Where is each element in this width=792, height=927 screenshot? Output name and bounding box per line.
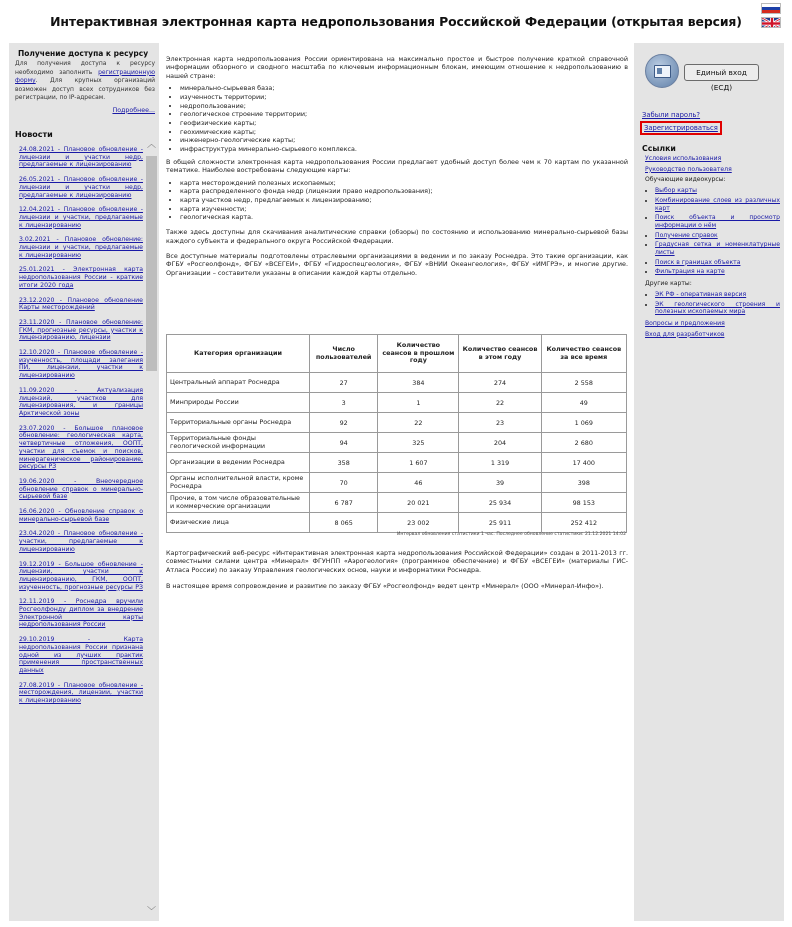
table-row — [167, 393, 627, 413]
links-title: Ссылки — [642, 144, 676, 153]
video-course-link[interactable]: Получение справок — [655, 231, 718, 239]
forgot-password-link[interactable]: Забыли пароль? — [642, 111, 701, 119]
table-row — [167, 513, 627, 533]
table-cell-value: 92 — [310, 413, 378, 433]
table-cell-value: 98 153 — [541, 493, 626, 513]
stats-table — [166, 334, 627, 533]
table-row — [167, 493, 627, 513]
other-map-item — [655, 291, 780, 299]
flag-uk-icon[interactable] — [761, 17, 781, 28]
table-row — [167, 373, 627, 393]
map-list-item: • карта месторождений полезных ископаемых; — [180, 179, 628, 188]
table-cell-category: Прочие, в том числе образовательные и коммерческие организации — [167, 493, 310, 513]
access-title: Получение доступа к ресурсу — [18, 49, 149, 58]
table-cell-value: 2 558 — [541, 373, 626, 393]
main-content — [166, 55, 628, 277]
table-cell-category: Территориальные фонды геологической информации — [167, 433, 310, 453]
video-course-link[interactable]: Градусная сетка и номенклатурные листы — [655, 241, 780, 257]
news-title: Новости — [15, 130, 53, 139]
other-map-link[interactable]: ЭК геологического строения и полезных ископаемых мира — [655, 300, 780, 316]
table-cell-value: 1 319 — [459, 453, 541, 473]
table-cell-value: 358 — [310, 453, 378, 473]
login-esd-button[interactable]: Единый вход (ЕСД) — [684, 64, 759, 81]
table-cell-value: 398 — [541, 473, 626, 493]
maps-intro-text: В общей сложности электронная карта недропользования России предлагает удобный доступ более чем к 70 картам по указанной тематике. Наиболее востребованы следующие карты: — [166, 157, 628, 175]
table-header: Количество сеансов в прошлом году — [378, 335, 459, 373]
right-sidebar — [634, 43, 784, 921]
table-header: Категория организации — [167, 335, 310, 373]
other-maps-list — [655, 291, 780, 316]
guide-link[interactable]: Руководство пользователя — [645, 165, 732, 173]
table-cell-value: 22 — [378, 413, 459, 433]
table-cell-value: 27 — [310, 373, 378, 393]
table-row — [167, 413, 627, 433]
flag-ru-icon[interactable] — [761, 3, 781, 14]
video-course-link[interactable]: Комбинирование слоев из различных карт — [655, 196, 780, 212]
gosuslugi-icon — [645, 54, 679, 88]
table-cell-value: 70 — [310, 473, 378, 493]
maps-list — [180, 179, 628, 223]
map-list-item: • карта изученности; — [180, 205, 628, 214]
table-cell-value: 49 — [541, 393, 626, 413]
video-course-item — [655, 259, 780, 267]
credits-text: Картографический веб-ресурс «Интерактивная электронная карта недропользования Российской Федерации» создан в 2011-2013 гг. совместными силами центра «Минерал» ФГУНПП «Аэрогеология» (программное обеспечение) и ФГБУ «ВСЕГЕИ» (материалы ГИС-Атласа России) по заказу Управления геологических основ, науки и информатики Роснедра. — [166, 549, 628, 574]
video-courses-title: Обучающие видеокурсы: — [645, 176, 726, 184]
access-box — [15, 49, 155, 114]
news-item[interactable]: 16.06.2020 - Обновление справок о минерально-сырьевой базе — [19, 508, 143, 523]
footer-text — [166, 549, 628, 599]
table-row — [167, 453, 627, 473]
more-link[interactable]: Подробнее... — [112, 106, 155, 114]
table-header: Количество сеансов за все время — [541, 335, 626, 373]
news-item[interactable]: 25.01.2021 - Электронная карта недропользования России - краткие итоги 2020 года — [19, 266, 143, 289]
table-cell-value: 274 — [459, 373, 541, 393]
video-course-link[interactable]: Поиск в границах объекта — [655, 258, 741, 266]
table-cell-value: 384 — [378, 373, 459, 393]
map-list-item: • геологическая карта. — [180, 213, 628, 222]
other-map-link[interactable]: ЭК РФ - оперативная версия — [655, 290, 747, 298]
news-item[interactable]: 27.08.2019 - Плановое обновление - месторождения, лицензии, участки к лицензированию — [19, 681, 143, 705]
table-cell-value: 94 — [310, 433, 378, 453]
news-item[interactable]: 12.04.2021 - Плановое обновление - лицензии и участки, предлагаемые к лицензированию — [19, 206, 143, 229]
video-course-item — [655, 214, 780, 229]
table-cell-value: 252 412 — [541, 513, 626, 533]
news-item[interactable]: 23.12.2020 - Плановое обновление Карты месторождений — [19, 296, 143, 312]
news-scrollbar[interactable] — [144, 140, 157, 916]
news-item[interactable]: 26.05.2021 - Плановое обновление - лицензии и участки недр, предлагаемые к лицензированию — [19, 176, 143, 199]
intro-text: Электронная карта недропользования России ориентирована на максимально простое и быстрое получение краткой справочной информации обзорного и сводного масштаба по ключевым информационным блокам, имеющим отношение к недропользованию в нашей стране: — [166, 55, 628, 80]
block-list-item: • геофизические карты; — [180, 119, 628, 128]
news-item[interactable]: 29.10.2019 - Карта недропользования России признана одной из лучших практик применения пространственных данных — [19, 636, 143, 674]
faq-link[interactable]: Вопросы и предложения — [645, 319, 725, 327]
block-list-item: • геохимические карты; — [180, 128, 628, 137]
block-list-item: • изученность территории; — [180, 93, 628, 102]
video-course-link[interactable]: Поиск объекта и просмотр информации о нём — [655, 214, 780, 229]
developers-link[interactable]: Вход для разработчиков — [645, 330, 725, 338]
video-courses-list — [655, 187, 780, 276]
terms-link[interactable]: Условия использования — [645, 155, 722, 162]
video-course-link[interactable]: Выбор карты — [655, 187, 697, 195]
table-cell-value: 39 — [459, 473, 541, 493]
news-item[interactable]: 23.04.2020 - Плановое обновление - участки, предлагаемые к лицензированию — [19, 530, 143, 553]
scroll-down-icon[interactable]: ﹀ — [146, 907, 156, 917]
news-item[interactable]: 12.11.2019 - Роснедра вручили Росгеолфонду диплом за внедрение Электронной карты недропользования России — [19, 598, 143, 629]
table-cell-value: 23 002 — [378, 513, 459, 533]
table-header: Количество сеансов в этом году — [459, 335, 541, 373]
news-item[interactable]: 11.09.2020 - Актуализация лицензий, участков для лицензирования, и границы Арктической зоны — [19, 386, 143, 417]
scroll-up-icon[interactable]: ︿ — [146, 140, 156, 150]
table-cell-value: 204 — [459, 433, 541, 453]
left-sidebar — [9, 43, 159, 921]
links-block — [645, 155, 780, 341]
block-list-item: • инфраструктура минерально-сырьевого комплекса. — [180, 145, 628, 154]
table-cell-value: 1 069 — [541, 413, 626, 433]
block-list-item: • минерально-сырьевая база; — [180, 84, 628, 93]
news-item[interactable]: 19.06.2020 - Внеочередное обновление справок о минерально-сырьевой базе — [19, 477, 143, 501]
news-item[interactable]: 12.10.2020 - Плановое обновление - изученность, площади залегания ПИ, лицензии, участки к лицензированию — [19, 349, 143, 380]
news-item[interactable]: 24.08.2021 - Плановое обновление - лицензии и участки недр, предлагаемые к лицензированию — [19, 146, 143, 169]
table-cell-value: 25 934 — [459, 493, 541, 513]
table-cell-value: 23 — [459, 413, 541, 433]
block-list-item: • недропользование; — [180, 102, 628, 111]
news-item[interactable]: 3.02.2021 - Плановое обновление: лицензии и участки, предлагаемые к лицензированию — [19, 236, 143, 259]
table-cell-value: 17 400 — [541, 453, 626, 473]
materials-text: Все доступные материалы подготовлены отраслевыми организациями в ведении и по заказу Роснедра. Это такие организации, как ФГБУ «Росгеолфонд», ФГБУ «ВСЕГЕИ», ФГБУ «Гидроспецгеология», ФГБУ «ВНИИ Океангеология», ФГБУ «ИМГРЭ», и многие другие. Организации – составители указаны в описании каждой карты отдельно. — [166, 251, 628, 277]
page-title: Интерактивная электронная карта недропользования Российской Федерации (открытая версия) — [50, 14, 742, 29]
table-cell-category: Физические лица — [167, 513, 310, 533]
table-header: Число пользователей — [310, 335, 378, 373]
block-list-item: • геологическое строение территории; — [180, 110, 628, 119]
table-cell-value: 2 680 — [541, 433, 626, 453]
block-list-item: • инженерно-геологические карты; — [180, 136, 628, 145]
table-cell-category: Минприроды России — [167, 393, 310, 413]
map-list-item: • карта распределенного фонда недр (лицензии право недропользования); — [180, 187, 628, 196]
registration-form-link[interactable]: регистрационную форму — [15, 68, 155, 84]
table-cell-value: 46 — [378, 473, 459, 493]
reports-text: Также здесь доступны для скачивания аналитические справки (обзоры) по состоянию и использованию минерально-сырьевой базы каждого субъекта и федерального округа Российской Федерации. — [166, 228, 628, 245]
other-map-item — [655, 301, 780, 316]
support-text: В настоящее время сопровождение и развитие по заказу ФГБУ «Росгеолфонд» ведет центр «Минерал» (ООО «Минерал-Инфо»). — [166, 582, 604, 591]
table-cell-category: Организации в ведении Роснедра — [167, 453, 310, 473]
table-cell-value: 1 — [378, 393, 459, 413]
table-cell-value: 1 607 — [378, 453, 459, 473]
news-item[interactable]: 23.07.2020 - Большое плановое обновление: геологическая карта, четвертичные отложения, ООПТ, участки для съемок и поисков, минерагеническое районирование, ресурсы РЗ — [19, 424, 143, 471]
table-cell-value: 3 — [310, 393, 378, 413]
news-item[interactable]: 23.11.2020 - Плановое обновление: ГКМ, прогнозные ресурсы, участки к лицензированию, лицензии — [19, 318, 143, 342]
table-cell-value: 325 — [378, 433, 459, 453]
table-row — [167, 433, 627, 453]
news-item[interactable]: 19.12.2019 - Большое обновление - лицензии, участки к лицензированию, ГКМ, ООПТ, изученность, прогнозные ресурсы РЗ — [19, 560, 143, 591]
table-cell-value: 22 — [459, 393, 541, 413]
table-row — [167, 473, 627, 493]
access-text: Для получения доступа к ресурсу необходимо заполнить регистрационную форму. Для крупных организаций возможен доступ всех сотрудников без регистрации, по IP-адресам. — [15, 60, 155, 101]
table-cell-value: 8 065 — [310, 513, 378, 533]
register-link[interactable]: Зарегистрироваться — [640, 121, 722, 135]
table-cell-value: 20 021 — [378, 493, 459, 513]
video-course-link[interactable]: Фильтрация на карте — [655, 268, 725, 276]
scroll-thumb[interactable] — [146, 156, 157, 371]
video-course-item — [655, 197, 780, 212]
video-course-item — [655, 187, 780, 195]
map-list-item: • карта участков недр, предлагаемых к лицензированию; — [180, 196, 628, 205]
table-cell-value: 6 787 — [310, 493, 378, 513]
video-course-item — [655, 241, 780, 256]
table-cell-category: Органы исполнительной власти, кроме Роснедра — [167, 473, 310, 493]
table-cell-category: Центральный аппарат Роснедра — [167, 373, 310, 393]
stats-note: Интервал обновления статистики 1 час. Последнее обновление статистики: 21.12.2021 14:02 — [396, 532, 626, 537]
video-course-item — [655, 268, 780, 276]
table-cell-category: Территориальные органы Роснедра — [167, 413, 310, 433]
news-list — [19, 146, 143, 712]
other-maps-title: Другие карты: — [645, 280, 692, 288]
table-cell-value: 25 911 — [459, 513, 541, 533]
blocks-list — [180, 84, 628, 154]
video-course-item — [655, 232, 780, 240]
